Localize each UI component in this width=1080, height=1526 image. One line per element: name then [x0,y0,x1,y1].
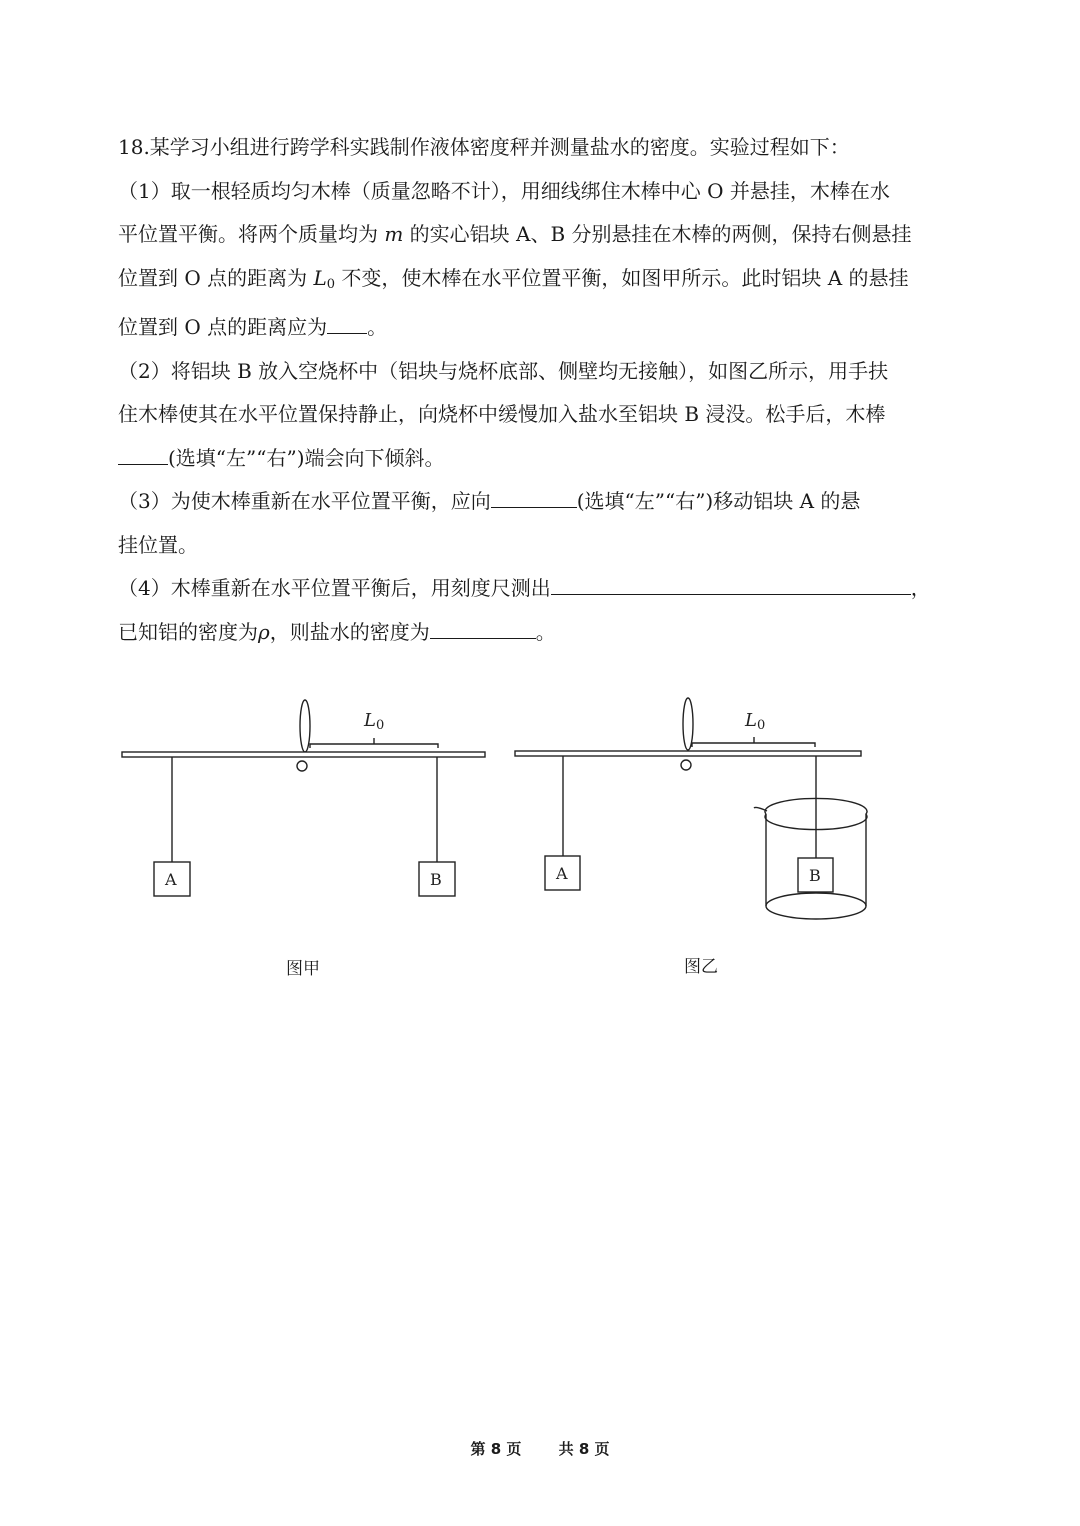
part1-line4-text-a: 位置到 O 点的距离应为 [118,315,328,339]
jia-length-label: L0 [364,710,385,733]
yi-block-b-label: B [809,866,821,885]
mass-symbol: m [384,222,404,246]
answer-blank-5[interactable] [430,616,536,639]
part4-line2-text-b: ，则盐水的密度为 [269,619,430,644]
part4-line1 [118,567,968,611]
answer-blank-2[interactable] [118,442,168,465]
jia-rod [122,752,485,757]
part1-line4 [118,306,968,350]
part2-line3 [118,437,968,481]
answer-blank-4[interactable] [551,572,911,595]
part1-line3-text-a: 位置到 O 点的距离为 [118,265,314,290]
length-subscript: 0 [326,276,336,292]
yi-block-a-label: A [556,864,568,883]
page-number: 第 8 页 [470,1440,522,1458]
page-total: 共 8 页 [558,1440,610,1458]
jia-suspension-loop [300,700,310,752]
part3-line1-text-a: （3）为使木棒重新在水平位置平衡，应向 [118,489,491,513]
jia-block-a-label: A [165,870,177,889]
figure-yi-caption: 图乙 [684,957,718,977]
part1-line2 [118,213,968,257]
yi-pivot-o [681,760,691,770]
part2-line2: 住木棒使其在水平位置保持静止，向烧杯中缓慢加入盐水至铝块 B 浸没。松手后，木棒 [118,402,886,426]
jia-pivot-o [297,761,307,771]
part3-line2: 挂位置。 [118,532,198,557]
part4-line2-text-c: 。 [535,619,556,644]
jia-block-b-label: B [430,870,442,889]
part4-line2 [118,611,968,655]
answer-blank-1[interactable] [327,311,367,334]
part1-line4-text-b: 。 [367,315,388,339]
part2-line1: （2）将铝块 B 放入空烧杯中（铝块与烧杯底部、侧壁均无接触），如图乙所示，用手扶 [118,358,889,383]
part1-line3 [118,257,968,307]
experiment-figures [0,680,1080,990]
length-symbol: L [313,265,327,290]
figure-jia-caption: 图甲 [286,959,320,979]
figure-yi [515,698,867,919]
yi-length-label: L0 [745,710,766,733]
part1-line1: （1）取一根轻质均匀木棒（质量忽略不计），用细线绑住木棒中心 O 并悬挂，木棒在水 [118,178,890,203]
part4-line1-text-b: ， [910,576,931,600]
question-18 [118,126,968,654]
part1-line2-text-a: 平位置平衡。将两个质量均为 [118,222,385,246]
part4-line2-text-a: 已知铝的密度为 [118,619,258,644]
yi-length-bracket [692,743,815,747]
part1-line3-text-b: 不变，使木棒在水平位置平衡，如图甲所示。此时铝块 A 的悬挂 [335,265,909,290]
yi-beaker-bottom-back [766,893,866,906]
part1-line2-text-b: 的实心铝块 A、B 分别悬挂在木棒的两侧，保持右侧悬挂 [403,222,912,246]
figure-jia [122,700,485,896]
part2-line3-text: (选填“左”“右”)端会向下倾斜。 [168,445,445,470]
part3-line1 [118,480,968,524]
density-symbol: ρ [258,619,270,644]
part4-line1-text-a: （4）木棒重新在水平位置平衡后，用刻度尺测出 [118,576,551,600]
yi-suspension-loop [683,698,693,750]
page-footer [0,1438,1080,1459]
jia-length-bracket [310,744,438,748]
question-intro: 18.某学习小组进行跨学科实践制作液体密度秤并测量盐水的密度。实验过程如下： [118,135,850,159]
answer-blank-3[interactable] [491,485,577,508]
yi-rod [515,751,861,756]
yi-beaker-bottom [766,906,866,919]
part3-line1-text-b: (选填“左”“右”)移动铝块 A 的悬 [576,489,861,513]
